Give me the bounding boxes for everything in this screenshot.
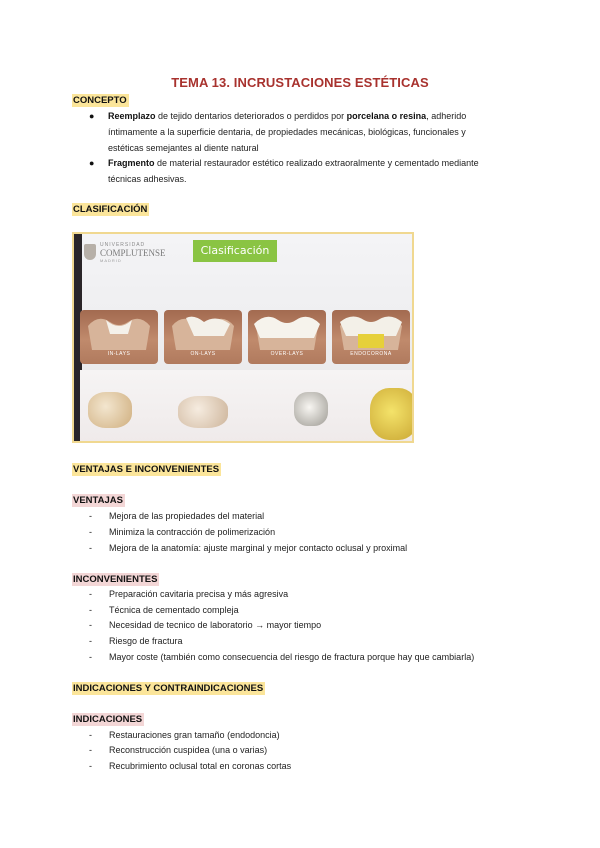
panel-endocorona [332,310,410,364]
dash-marker: - [89,636,92,646]
crown-sample-3 [294,392,328,426]
text-run: estéticas semejantes al diente natural [108,143,259,153]
concepto-item-1-line-1 [108,108,528,124]
panel-label: OVER-LAYS [270,351,304,357]
ventaja-item: Minimiza la contracción de polimerización [109,527,276,537]
text-run: técnicas adhesivas. [108,174,187,184]
logo-main-text: COMPLUTENSE [100,248,166,258]
text-run: íntimamente a la superficie dentaria, de propiedades mecánicas, biológicas, funcionales y [108,127,466,137]
indicacion-item: Reconstrucción cuspidea (una o varias) [109,745,268,755]
concepto-item-2 [108,155,528,187]
bold-term: Reemplazo [108,111,156,121]
crown-sample-1 [88,392,132,428]
heading-concepto: CONCEPTO [73,95,127,106]
dash-marker: - [89,761,92,771]
crown-sample-2 [178,396,228,428]
text-run: de tejido dentarios deteriorados o perdidos por [155,111,347,121]
dash-marker: - [89,652,92,662]
heading-ventajas-inconvenientes: VENTAJAS E INCONVENIENTES [73,464,220,475]
crown-samples-band [80,370,414,443]
document-title: TEMA 13. INCRUSTACIONES ESTÉTICAS [171,75,429,90]
panel-inlays [80,310,158,364]
inconveniente-item: Riesgo de fractura [109,636,183,646]
text-run: , adherido [426,111,467,121]
dash-marker: - [89,730,92,740]
heading-ventajas: VENTAJAS [73,495,123,506]
panel-label: ENDOCORONA [350,351,392,357]
concepto-item-1-line-2 [108,124,528,140]
inconveniente-item: Mayor coste (también como consecuencia del riesgo de fractura porque hay que cambiarla) [109,652,475,662]
ventaja-item: Mejora de las propiedades del material [109,511,265,521]
inconveniente-item: Preparación cavitaria precisa y más agresiva [109,589,289,599]
dash-marker: - [89,543,92,553]
panel-label: ON-LAYS [190,351,216,357]
dash-marker: - [89,527,92,537]
dash-marker: - [89,605,92,615]
heading-indicaciones-contraindicaciones: INDICACIONES Y CONTRAINDICACIONES [73,683,264,694]
concepto-item-1 [108,108,528,156]
inconveniente-item: Técnica de cementado compleja [109,605,239,615]
dash-marker: - [89,620,92,630]
heading-clasificacion: CLASIFICACIÓN [73,204,148,215]
dash-marker: - [89,745,92,755]
panel-overlays [248,310,326,364]
concepto-item-2-line-2 [108,171,528,187]
bullet-marker: ● [89,111,95,121]
inconveniente-item: Necesidad de tecnico de laboratorio → mayor tiempo [109,620,322,630]
ventaja-item: Mejora de la anatomía: ajuste marginal y mejor contacto oclusal y proximal [109,543,408,553]
crest-icon [84,244,96,260]
heading-indicaciones: INDICACIONES [73,714,143,725]
heading-inconvenientes: INCONVENIENTES [73,574,158,585]
text-run: de material restaurador estético realizado extraoralmente y cementado mediante [154,158,479,168]
indicacion-item: Recubrimiento oclusal total en coronas cortas [109,761,292,771]
crown-sample-4 [370,388,414,440]
concepto-item-1-line-3 [108,140,528,156]
concepto-item-2-line-1 [108,155,528,171]
bold-term: Fragmento [108,158,155,168]
bullet-marker: ● [89,158,95,168]
indicacion-item: Restauraciones gran tamaño (endodoncia) [109,730,280,740]
logo-small-text: UNIVERSIDAD [100,242,146,248]
clasificacion-badge: Clasificación [193,240,277,262]
classification-photo [72,232,414,443]
bold-term: porcelana o resina [346,111,427,121]
dash-marker: - [89,589,92,599]
dash-marker: - [89,511,92,521]
logo-sub-text: MADRID [100,258,122,263]
panel-label: IN-LAYS [107,351,131,357]
panel-onlays [164,310,242,364]
university-logo [84,242,166,264]
